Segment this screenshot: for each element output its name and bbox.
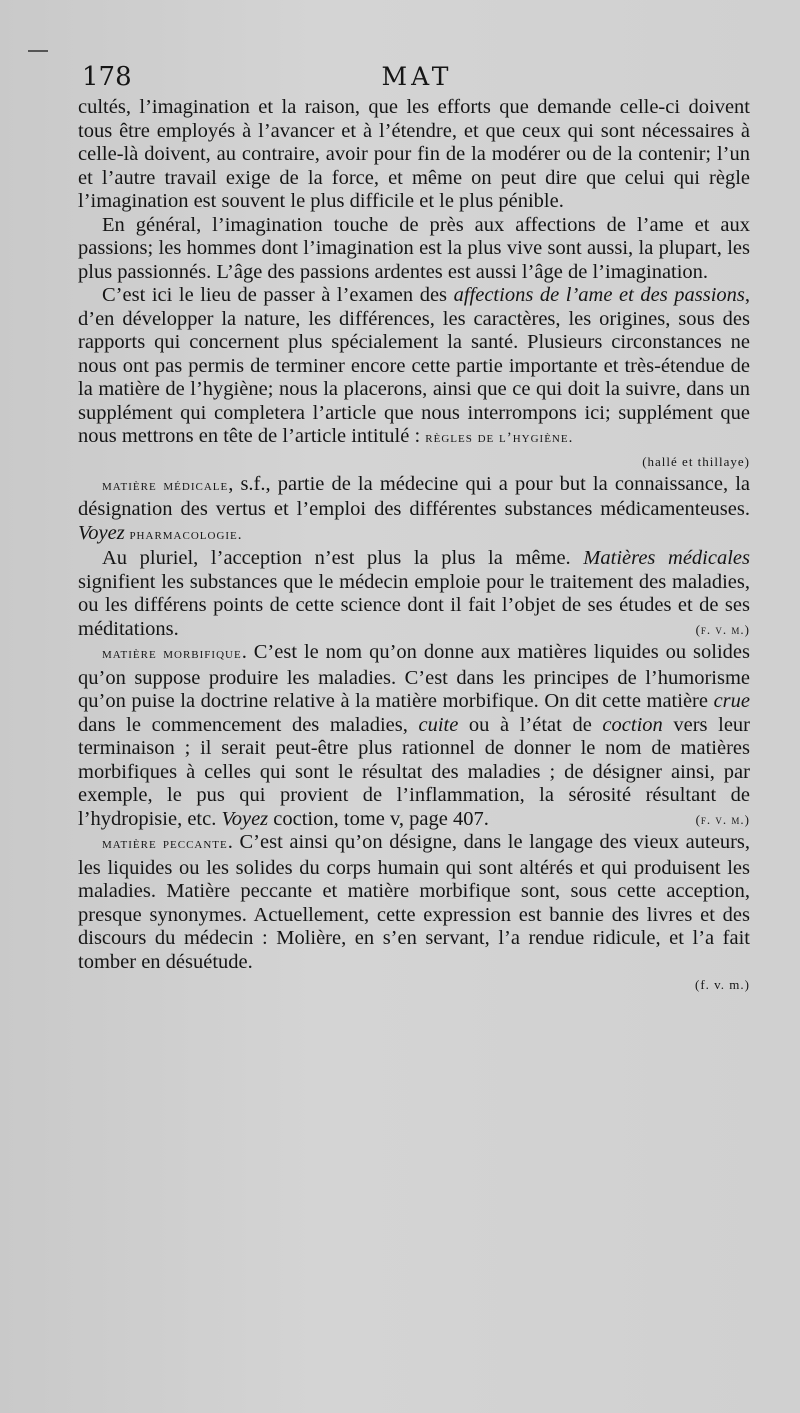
emphasis-text: Matières médicales bbox=[583, 547, 750, 569]
emphasis-text: Voyez bbox=[221, 807, 269, 830]
paragraph-text: . C’est le nom qu’on donne aux matières liquides ou solides qu’on suppose produire les maladies. C’est dans les principes de l’humorisme qu’on puise la doctrine relative à la matière morbifique. On dit cette matière bbox=[78, 641, 750, 712]
paragraph: cultés, l’imagination et la raison, que les efforts que demande celle-ci doivent tous être employés à l’avancer et à l’étendre, et que ceux qui sont nécessaires à celle-là doivent, au contraire, avoir pour fin de la modérer ou de la contenir; l’un et l’autre travail exige de la force, et même on peut dire que celui qui règle l’imagination est souvent le plus difficile et le plus pénible. bbox=[78, 96, 750, 212]
cross-reference: pharmacologie. bbox=[124, 526, 243, 543]
author-signature: (f. v. m.) bbox=[695, 811, 750, 827]
entry-headword: matière morbifique bbox=[102, 646, 242, 662]
paragraph: En général, l’imagination touche de près aux affections de l’ame et aux passions; les hommes dont l’imagination est la plus vive sont aussi, la plupart, les plus passionnés. L’âge des passions ardentes est aussi l’âge de l’imagination. bbox=[78, 213, 750, 283]
running-head: MAT bbox=[381, 62, 453, 91]
paragraph-text: coction, tome v, page 407. bbox=[268, 807, 489, 830]
emphasis-text: coction bbox=[602, 713, 663, 736]
page-number: 178 bbox=[82, 62, 132, 92]
paragraph-text: , d’en développer la nature, les différences, les caractères, les origines, sous des rapports qui concernent plus spécialement la santé. Plusieurs circonstances ne nous ont pas permis de terminer encore cette partie importante et très-étendue de la matière de l’hygiène; nous la placerons, ainsi que ce qui doit la suivre, dans un supplément qui completera l’article que nous interrompons ici; supplément que nous mettrons en tête de l’article intitulé : bbox=[78, 284, 750, 447]
author-signature: (f. v. m.) bbox=[695, 621, 750, 637]
emphasis-text: crue bbox=[713, 690, 750, 712]
paragraph-text: vers leur terminaison ; il serait peut-être plus rationnel de donner le nom de matières morbifiques à celles qui sont le résultat des maladies ; de désigner ainsi, par exemple, le pus qui provient de l’inflammation, la sérosité résultant de l’hydropisie, etc. bbox=[78, 713, 750, 830]
emphasis-text: affections de l’ame et des passions bbox=[453, 284, 745, 306]
paragraph-text: . C’est ainsi qu’on désigne, dans le langage des vieux auteurs, les liquides ou les solides du corps humain qui sont altérés et qui produisent les maladies. Matière peccante et matière morbifique sont, sous cette acception, presque synonymes. Actuellement, cette expression est bannie des livres et des discours du médecin : Molière, en s’en servant, l’a rendue ridicule, et l’a fait tomber en désuétude. bbox=[78, 831, 750, 973]
paragraph-text: signifient les substances que le médecin emploie pour le traitement des maladies, ou les différens points de cette science dont il fait l’objet de ses études et de ses méditations. bbox=[78, 570, 750, 640]
paragraph bbox=[78, 547, 750, 641]
paragraph-text: ou à l’état de bbox=[458, 713, 603, 736]
page-header bbox=[82, 62, 752, 98]
paragraph-text: dans le commencement des maladies, bbox=[78, 713, 419, 736]
author-signature: (f. v. m.) bbox=[694, 977, 750, 992]
entry-headword: matière médicale bbox=[102, 477, 229, 494]
entry-matiere-medicale bbox=[78, 473, 750, 548]
author-signature: (hallé et thillaye) bbox=[642, 453, 750, 469]
paragraph bbox=[78, 284, 750, 451]
body-text bbox=[78, 96, 750, 996]
margin-mark bbox=[28, 50, 48, 52]
emphasis-text: cuite bbox=[418, 713, 459, 736]
paragraph-text: C’est ici le lieu de passer à l’examen des bbox=[102, 284, 454, 306]
paragraph-text: , s.f., partie de la médecine qui a pour but la connaissance, la désignation des vertus et l’emploi des différentes substances médicamenteuses. bbox=[78, 472, 750, 520]
emphasis-text: Voyez bbox=[78, 521, 125, 544]
entry-matiere-morbifique bbox=[78, 641, 750, 831]
paragraph-text: Au pluriel, l’acception n’est plus la plus la même. bbox=[102, 547, 584, 569]
entry-headword: matière peccante bbox=[102, 836, 228, 852]
cross-reference: règles de l’hygiène. bbox=[425, 430, 574, 446]
entry-matiere-peccante bbox=[78, 831, 750, 974]
